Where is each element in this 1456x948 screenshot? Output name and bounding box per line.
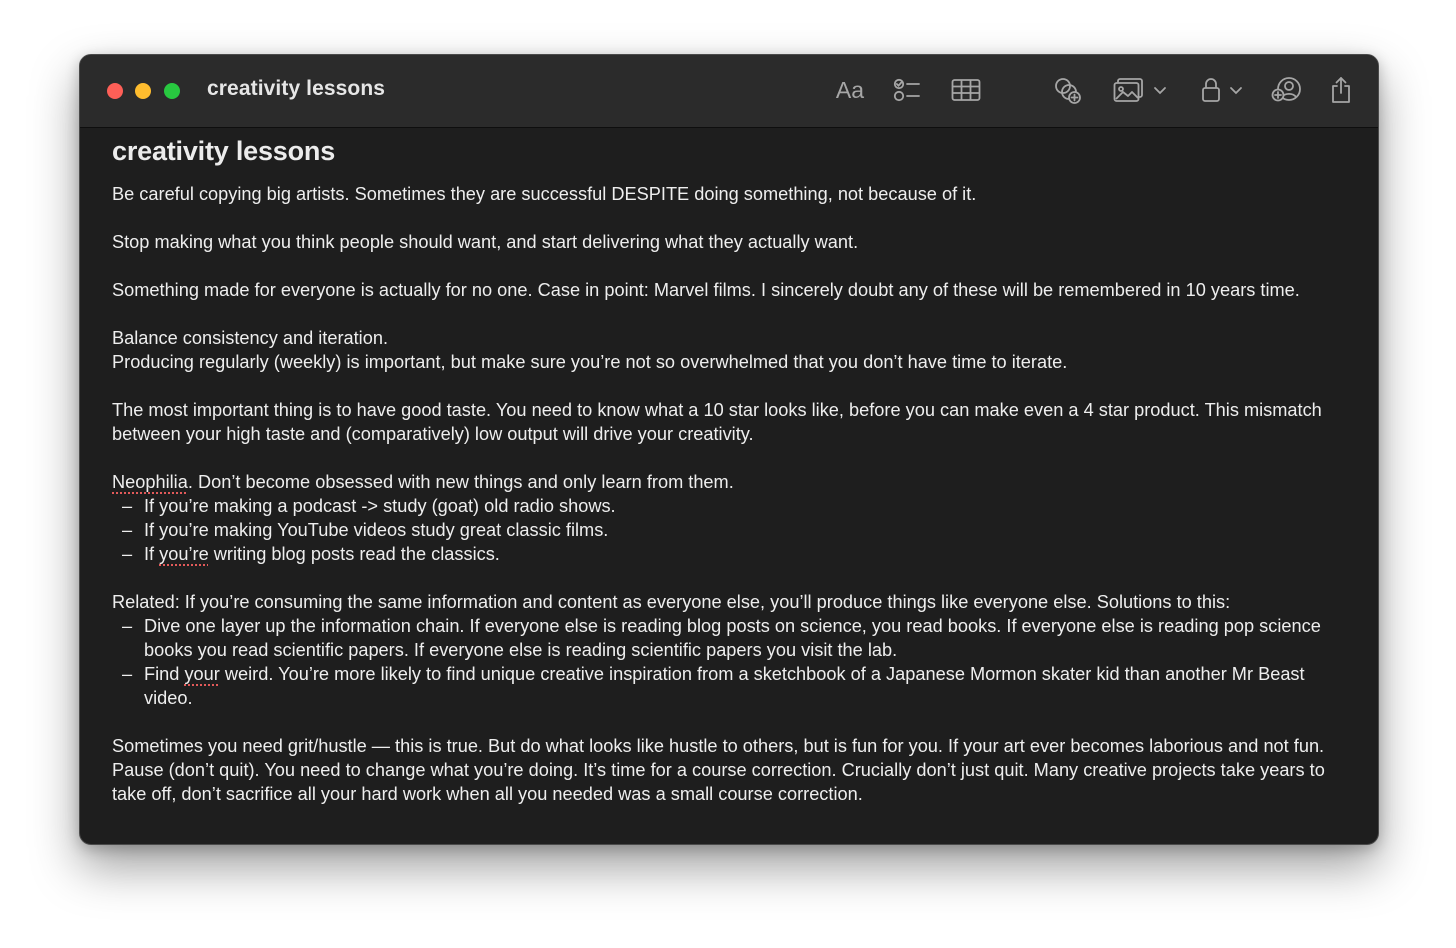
list-item-text: If you’re making a podcast -> study (goat) old radio shows. [144,496,616,516]
dash-bullet: – [122,520,133,540]
list-item[interactable] [112,662,1346,710]
list-item-text: If you’re making YouTube videos study great classic films. [144,520,609,540]
checklist-icon [893,77,921,103]
dash-bullet: – [122,664,133,684]
paragraph[interactable]: The most important thing is to have good taste. You need to know what a 10 star looks like, before you can make even a 4 star product. This mismatch between your high taste and (comparatively) low output will drive your creativity. [112,400,1322,444]
title-bar[interactable] [80,55,1378,128]
misspelled-word[interactable]: your [184,664,220,684]
media-button[interactable] [1111,73,1169,107]
paragraph[interactable]: Stop making what you think people should want, and start delivering what they actually want. [112,232,859,252]
list-item[interactable] [112,614,1346,662]
list-item[interactable] [112,518,1346,542]
paragraph[interactable]: Producing regularly (weekly) is important, but make sure you’re not so overwhelmed that you don’t have time to iterate. [112,352,1068,372]
minimize-button[interactable] [135,83,151,99]
lock-button[interactable] [1198,73,1246,107]
chevron-down-icon [1229,85,1243,95]
bullet-list [112,614,1346,710]
paragraph[interactable]: Balance consistency and iteration. [112,328,389,348]
share-icon [1330,76,1352,104]
note-body[interactable] [80,128,1378,844]
paragraph[interactable]: Sometimes you need grit/hustle — this is true. But do what looks like hustle to others, but is fun for you. If your art ever becomes laborious and not fun. Pause (don’t quit). You need to change what you’re doing. It’s time for a course correction. Crucially don’t just quit. Many creative projects take years to take off, don’t sacrifice all your hard work when all you needed was a small course correction. [112,736,1325,804]
format-button[interactable]: Aa [835,76,865,103]
chevron-down-icon [1153,85,1167,95]
note-title[interactable]: creativity lessons [112,136,336,166]
paragraph-text: . Don’t become obsessed with new things and only learn from them. [187,472,734,492]
list-item-text: writing blog posts read the classics. [213,544,500,564]
paragraph[interactable]: Related: If you’re consuming the same information and content as everyone else, you’ll produce things like everyone else. Solutions to this: [112,592,1231,612]
misspelled-word[interactable]: you’re [159,544,209,564]
list-item-prefix: Find [144,664,185,684]
notes-window [79,54,1379,845]
list-item[interactable] [112,494,1346,518]
dash-bullet: – [122,616,133,636]
list-item-text: Dive one layer up the information chain. If everyone else is reading blog posts on science, you read books. If everyone else is reading pop science books you read scientific papers. If everyone else is reading scientific papers you visit the lab. [144,616,1321,660]
list-item-prefix: If [144,544,160,564]
misspelled-word[interactable]: Neophilia [112,472,188,492]
list-item-text: weird. You’re more likely to find unique creative inspiration from a sketchbook of a Japanese Mormon skater kid than another Mr Beast video. [144,664,1305,708]
share-people-icon [1271,76,1303,104]
list-item[interactable] [112,542,1346,566]
paragraph[interactable]: Be careful copying big artists. Sometimes they are successful DESPITE doing something, not because of it. [112,184,977,204]
share-button[interactable] [1327,73,1355,107]
window-title: creativity lessons [207,77,386,100]
dash-bullet: – [122,496,133,516]
bullet-list [112,494,1346,566]
close-button[interactable] [107,83,123,99]
maximize-button[interactable] [164,83,180,99]
collaborate-button[interactable] [1050,73,1084,107]
share-people-button[interactable] [1270,73,1304,107]
table-icon [951,78,981,102]
collaborate-icon [1052,76,1082,104]
lock-icon [1201,77,1221,103]
media-icon [1113,77,1145,103]
paragraph[interactable]: Something made for everyone is actually for no one. Case in point: Marvel films. I sincerely doubt any of these will be remembered in 10 years time. [112,280,1300,300]
paragraph[interactable] [112,470,1346,494]
dash-bullet: – [122,544,133,564]
checklist-button[interactable] [891,73,923,107]
table-button[interactable] [950,73,982,107]
